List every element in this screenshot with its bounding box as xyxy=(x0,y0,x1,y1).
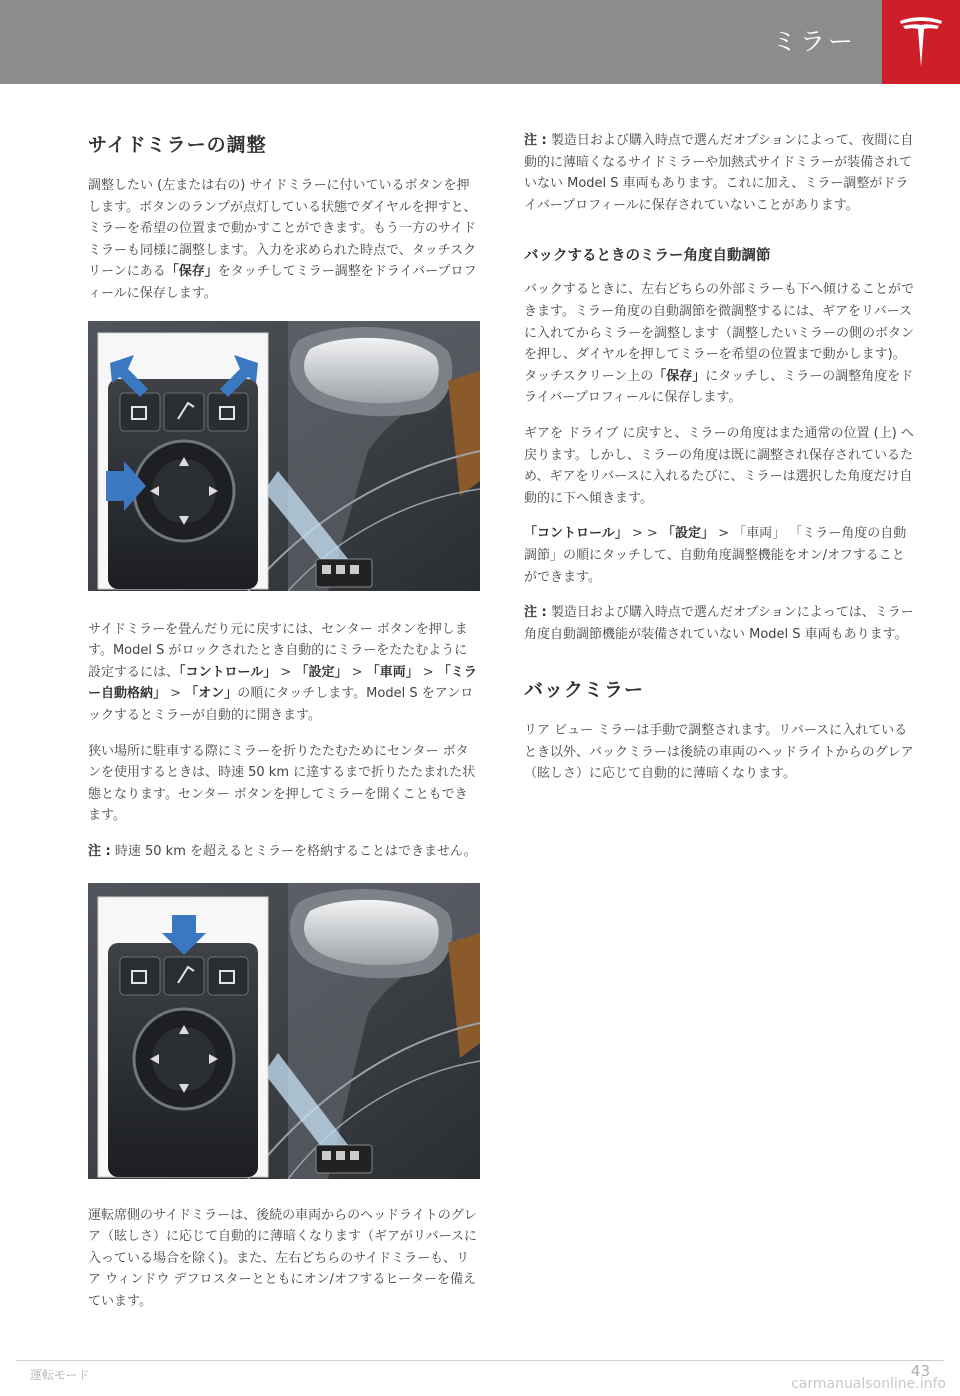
tesla-logo-icon xyxy=(897,15,945,69)
section-heading-side-mirror: サイドミラーの調整 xyxy=(88,134,267,156)
paragraph-rearview: リア ビュー ミラーは手動で調整されます。リバースに入れているとき以外、バックミラーは後続の車両のヘッドライトからのグレア（眩しさ）に応じて自動的に薄暗くなります。 xyxy=(524,723,914,782)
watermark: carmanualsonline.info xyxy=(791,1376,946,1392)
footer-section: 運転モード xyxy=(30,1368,90,1382)
paragraph-auto-dim: 運転席側のサイドミラーは、後続の車両からのヘッドライトのグレア（眩しさ）に応じて自動的に薄暗くなります（ギアがリバースに入っている場合を除く)。また、左右どちらのサイドミラーも、リア ウィンドウ デフロスターとともにオン/オフするヒーターを備えています。 xyxy=(88,1207,477,1309)
note-tilt-option: 注 : 製造日および購入時点で選んだオプションによっては、ミラー角度自動調節機能が装備されていない Model S 車両もあります。 xyxy=(524,605,914,642)
left-column xyxy=(88,130,480,1326)
page-header xyxy=(0,0,960,84)
sub-heading-reverse-tilt: バックするときのミラー角度自動調節 xyxy=(524,248,771,265)
figure-mirror-controls-side xyxy=(88,321,480,591)
note-speed-limit: 注 : 時速 50 km を超えるとミラーを格納することはできません。 xyxy=(88,843,477,859)
paragraph-drive-return: ギアを ドライブ に戻すと、ミラーの角度はまた通常の位置 (上) へ戻ります。しかし、ミラーの角度は既に調整され保存されているため、ギアをリバースに入れるたびに、ミラーは選択した角度だけ自動的に下へ傾きます。 xyxy=(524,425,914,506)
paragraph-reverse-tilt: バックするときに、左右どちらの外部ミラーも下へ傾けることができます。ミラー角度の自動調節を微調整するには、ギアをリバースに入れてからミラーを調整します（調整したいミラーの側のボタンを押し、ダイヤルを押してミラーを希望の位置まで動かします)。タッチスクリーン上の「保存」にタッチし、ミラーの調整角度をドライバープロフィールに保存します。 xyxy=(524,282,915,406)
figure-mirror-controls-center xyxy=(88,883,480,1179)
page-number: 43 xyxy=(910,1362,930,1380)
paragraph-adjust: 調整したい (左または右の) サイドミラーに付いているボタンを押します。ボタンのランプが点灯している状態でダイヤルを押すと、ミラーを希望の位置まで動かすことができます。もう一方のサイドミラーも同様に調整します。入力を求められた時点で、タッチスクリーンにある「保存」をタッチしてミラー調整をドライバープロフィールに保存します。 xyxy=(88,178,477,301)
header-title: ミラー xyxy=(771,27,856,56)
note-options: 注 : 製造日および購入時点で選んだオプションによって、夜間に自動的に薄暗くなるサイドミラーや加熱式サイドミラーが装備されていない Model S 車両もあります。これに加え、ミラー調整がドライバープロフィールに保存されていないことがあります。 xyxy=(524,133,914,213)
section-heading-rearview: バックミラー xyxy=(524,679,645,702)
paragraph-fold: サイドミラーを畳んだり元に戻すには、センター ボタンを押します。Model S がロックされたとき自動的にミラーをたたむように設定するには、「コントロール」 > 「設定」 > 「車両」 > 「ミラー自動格納」 > 「オン」の順にタッチします。Model S をアンロックするとミラーが自動的に開きます。 xyxy=(88,621,477,723)
footer-divider xyxy=(16,1360,944,1361)
paragraph-parking: 狭い場所に駐車する際にミラーを折りたたむためにセンター ボタンを使用するときは、時速 50 km に達するまで折りたたまれた状態となります。センター ボタンを押してミラーを開くこともできます。 xyxy=(88,743,476,824)
right-column xyxy=(524,130,916,799)
tesla-logo xyxy=(882,0,960,84)
paragraph-settings-path: 「コントロール」 > > 「設定」 > 「車両」 「ミラー角度の自動調節」の順にタッチして、自動角度調整機能をオン/オフすることができます。 xyxy=(524,526,907,585)
